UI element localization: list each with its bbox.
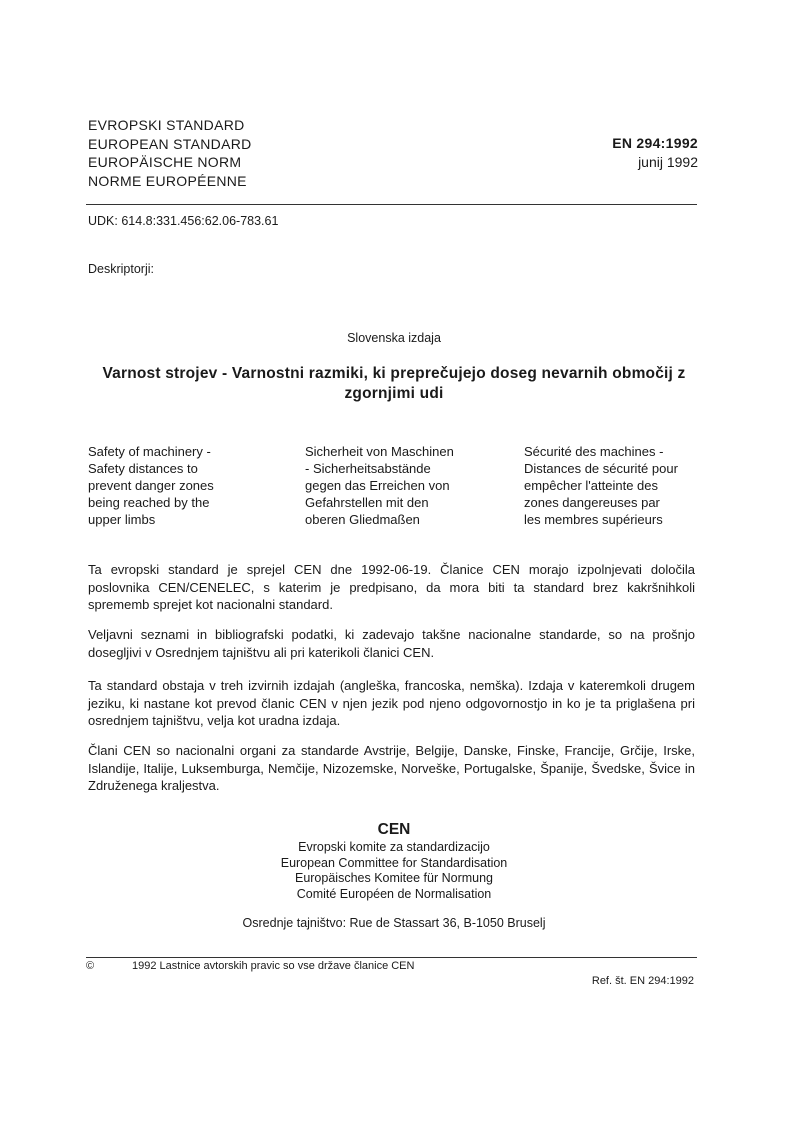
title-french-line: Distances de sécurité pour	[524, 461, 678, 476]
title-english	[88, 443, 238, 528]
reference-number: Ref. št. EN 294:1992	[591, 975, 694, 987]
cen-name-line: European Committee for Standardisation	[280, 855, 508, 870]
standard-number: EN 294:1992	[612, 135, 698, 151]
title-german	[305, 443, 485, 528]
title-german-line: Sicherheit von Maschinen	[305, 444, 454, 459]
udk-code: UDK: 614.8:331.456:62.06-783.61	[88, 214, 279, 228]
title-english-line: prevent danger zones	[88, 478, 214, 493]
title-english-line: being reached by the	[88, 495, 210, 510]
standard-number-block	[612, 134, 698, 171]
header-divider	[86, 204, 697, 205]
standard-name-fr: NORME EUROPÉENNE	[88, 172, 247, 189]
title-german-line: - Sicherheitsabstände	[305, 461, 431, 476]
copyright-text: 1992 Lastnice avtorskih pravic so vse države članice CEN	[132, 960, 415, 972]
title-english-line: Safety distances to	[88, 461, 198, 476]
title-french	[524, 443, 704, 528]
standard-date: junij 1992	[638, 153, 698, 170]
title-german-line: Gefahrstellen mit den	[305, 495, 429, 510]
title-french-line: empêcher l'atteinte des	[524, 478, 659, 493]
cen-title: CEN	[377, 821, 411, 838]
footer-divider	[86, 957, 697, 958]
title-english-line: Safety of machinery -	[88, 444, 211, 459]
paragraph-lists: Veljavni seznami in bibliografski podatki, ki zadevajo takšne nacionalne standarde, so na prošnjo dosegljivi v Osrednjem tajništvu ali pri katerikoli članici CEN.	[88, 627, 695, 660]
paragraph-adoption: Ta evropski standard je sprejel CEN dne 1992-06-19. Članice CEN morajo izpolnjevati določila poslovnika CEN/CENELEC, s katerim je predpisano, da mora biti ta standard brez kakršnihkoli sprememb sprejet kot nacionalni standard.	[88, 562, 695, 612]
title-german-line: oberen Gliedmaßen	[305, 512, 420, 527]
standard-name-sl: EVROPSKI STANDARD	[88, 117, 245, 133]
cen-name-line: Evropski komite za standardizacijo	[298, 840, 490, 854]
title-english-line: upper limbs	[88, 512, 156, 527]
cen-block	[0, 820, 788, 902]
title-french-line: Sécurité des machines -	[524, 444, 664, 459]
paragraph-versions: Ta standard obstaja v treh izvirnih izdajah (angleška, francoska, nemška). Izdaja v kateremkoli drugem jeziku, ki nastane kot prevod članic CEN v njen jezik pod njeno odgovornostjo in ko je ta priglašena pri osrednjem tajništvu, velja kot uradna izdaja.	[88, 678, 695, 728]
title-german-line: gegen das Erreichen von	[305, 478, 450, 493]
document-title: Varnost strojev - Varnostni razmiki, ki preprečujejo doseg nevarnih območij z zgornjimi udi	[102, 365, 686, 402]
cen-name-line: Europäisches Komitee für Normung	[294, 871, 493, 885]
title-french-line: les membres supérieurs	[524, 512, 663, 527]
copyright-icon: ©	[86, 960, 95, 972]
descriptors-label: Deskriptorji:	[88, 262, 154, 276]
secretariat-address: Osrednje tajništvo: Rue de Stassart 36, B-1050 Bruselj	[242, 916, 546, 930]
standard-name-de: EUROPÄISCHE NORM	[88, 154, 242, 170]
standard-name-en: EUROPEAN STANDARD	[88, 135, 252, 152]
cen-name-line: Comité Européen de Normalisation	[296, 886, 492, 901]
paragraph-members: Člani CEN so nacionalni organi za standarde Avstrije, Belgije, Danske, Finske, Francije, Grčije, Irske, Islandije, Italije, Luksemburga, Nemčije, Nizozemske, Norveške, Portugalske, Španije, Švedske, Švice in Združenega kraljestva.	[88, 743, 695, 793]
standard-names	[88, 116, 252, 190]
edition-label: Slovenska izdaja	[347, 331, 441, 345]
title-french-line: zones dangereuses par	[524, 495, 660, 510]
